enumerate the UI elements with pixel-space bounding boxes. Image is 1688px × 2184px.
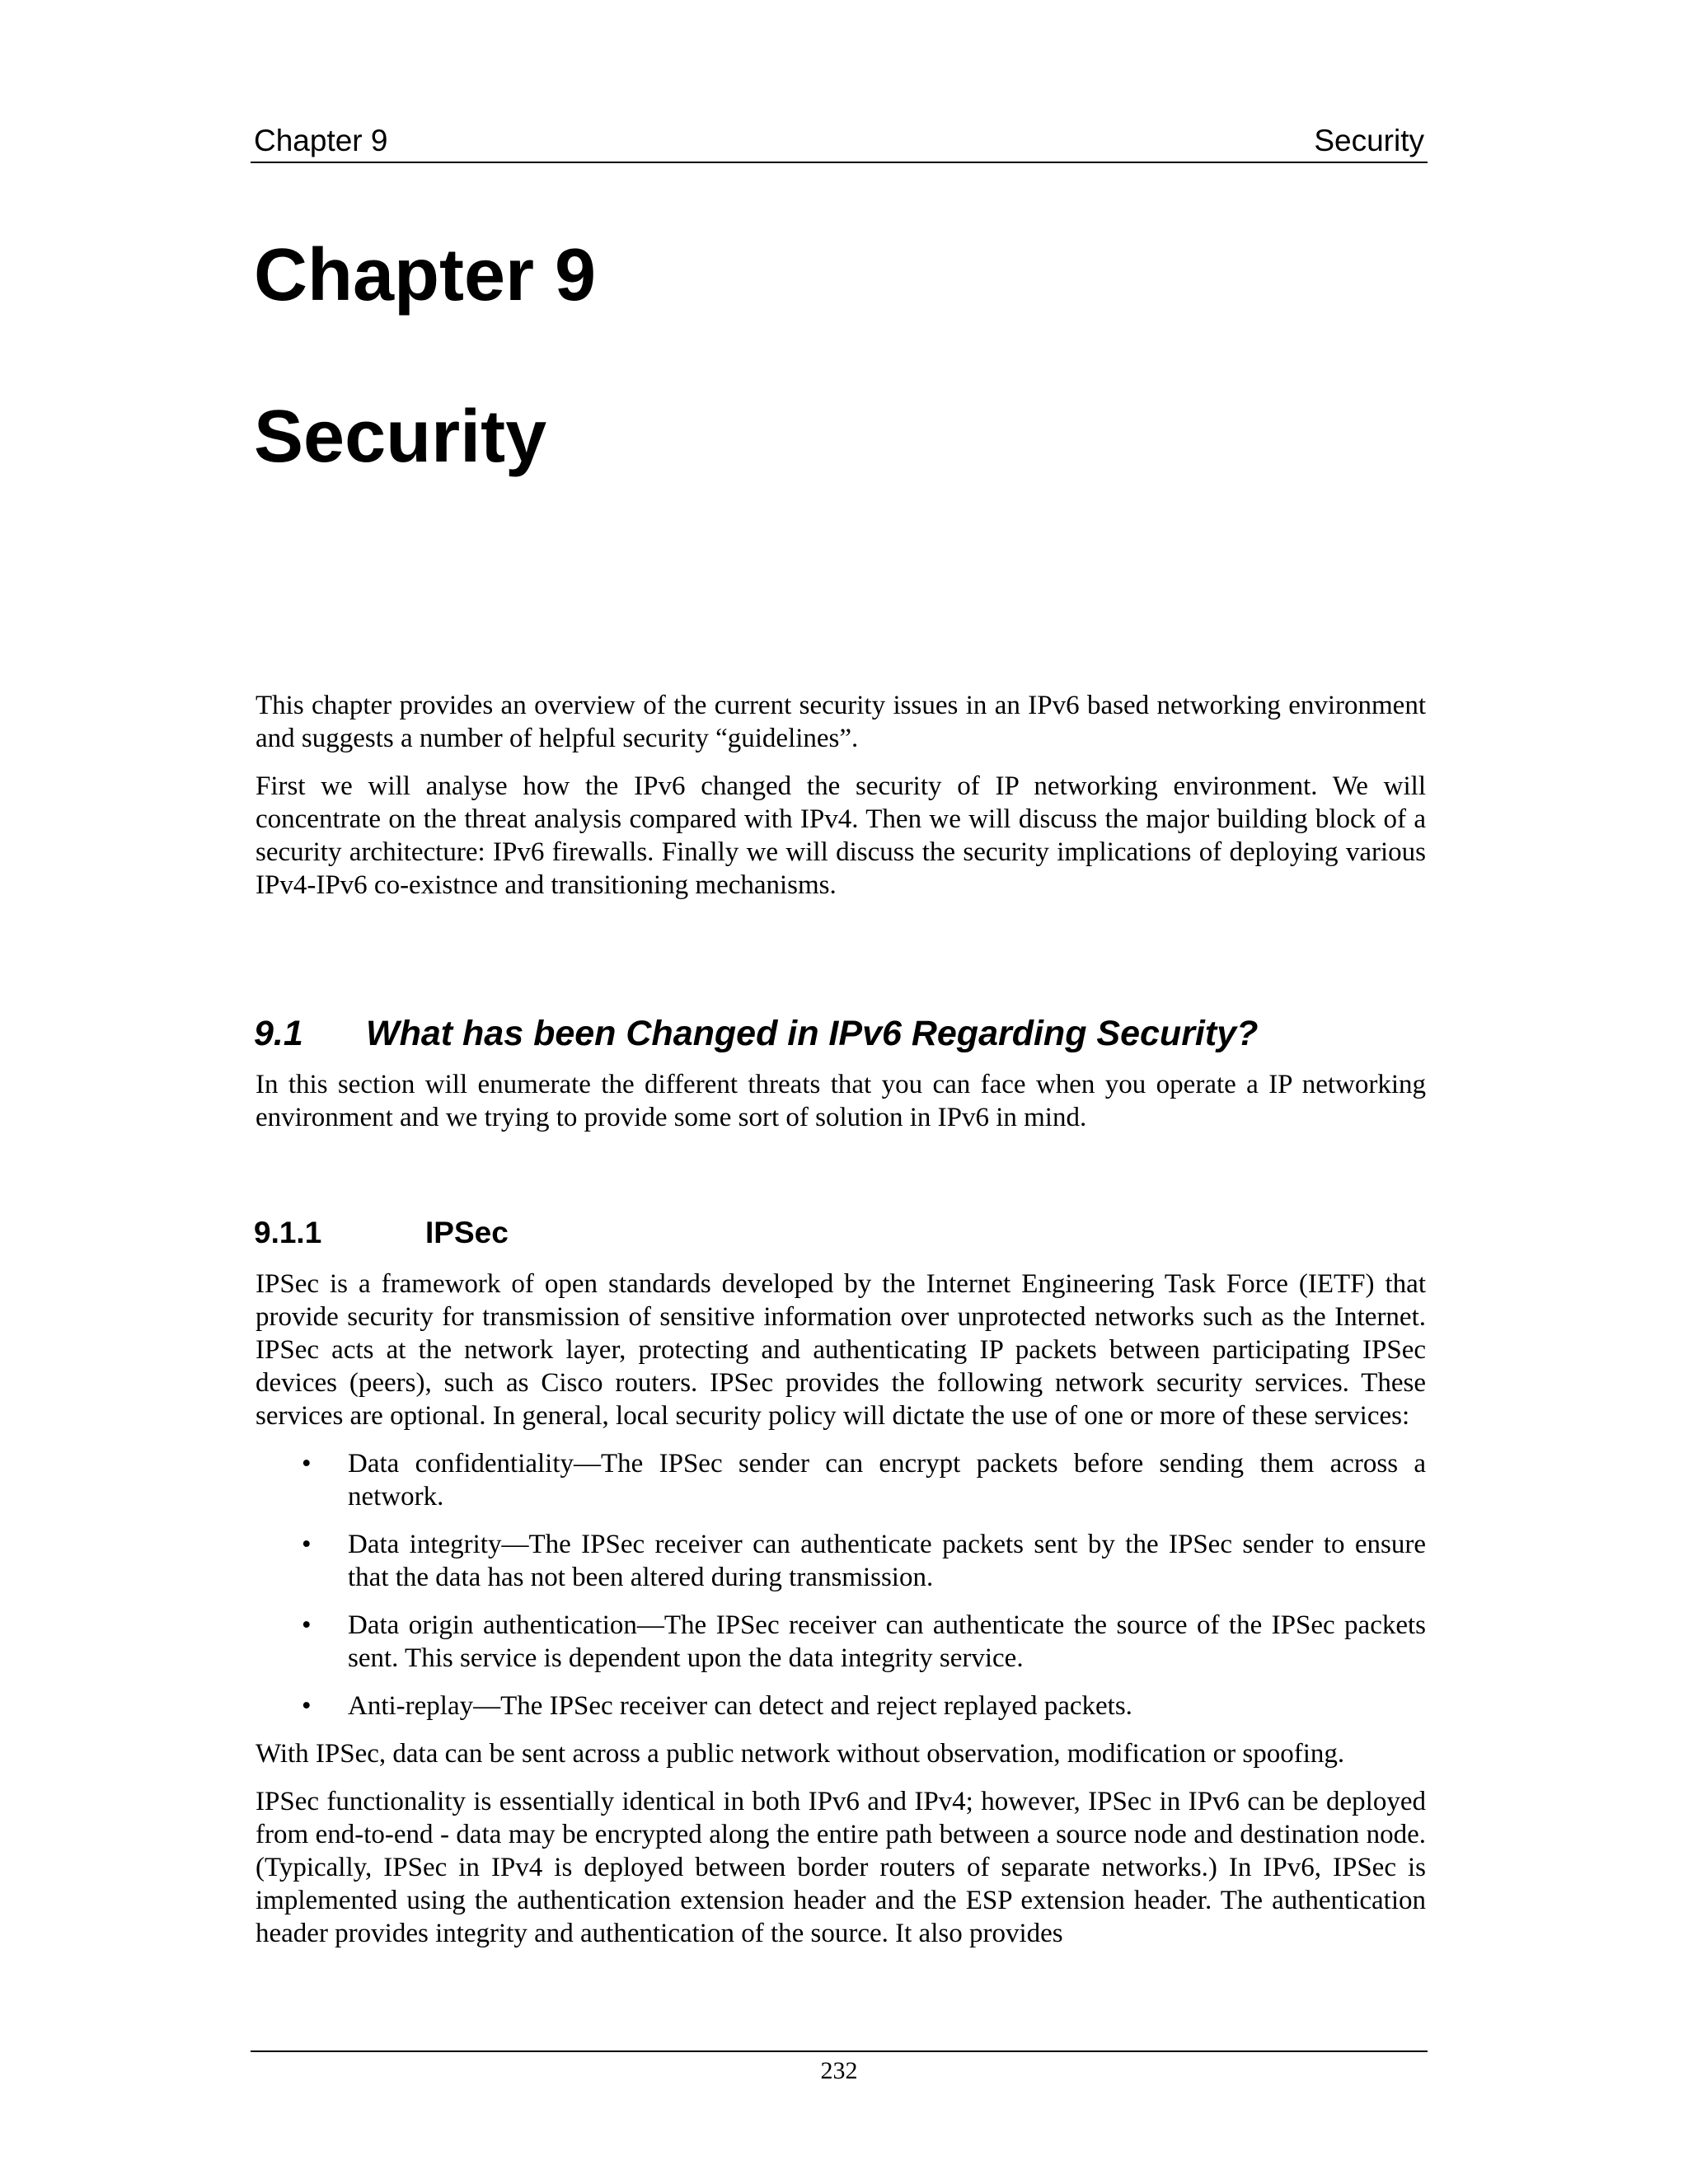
list-item: [302, 1690, 1426, 1722]
chapter-number-heading: Chapter 9: [254, 234, 597, 316]
section-paragraph: With IPSec, data can be sent across a public network without observation, modification or spoofing.: [256, 1739, 1345, 1769]
header-chapter-label: Chapter 9: [254, 124, 388, 157]
section-9-1-1-text: [256, 1268, 1426, 1965]
header-section-label: Security: [1314, 124, 1424, 157]
section-paragraph: In this section will enumerate the different threats that you can face when you operate a IP networking environment and we trying to provide some sort of solution in IPv6 in mind.: [256, 1070, 1426, 1132]
list-item-text: Anti-replay—The IPSec receiver can detect and reject replayed packets.: [348, 1691, 1132, 1721]
page-number: 232: [820, 2057, 858, 2084]
intro-text: [256, 689, 1426, 916]
section-title: What has been Changed in IPv6 Regarding Security?: [366, 1014, 1259, 1053]
chapter-title-heading: Security: [254, 396, 547, 478]
section-9-1-text: [256, 1068, 1426, 1149]
list-item: [302, 1609, 1426, 1675]
subsection-number: 9.1.1: [254, 1216, 322, 1249]
services-bullet-list: [256, 1447, 1426, 1722]
intro-paragraph: This chapter provides an overview of the current security issues in an IPv6 based networking environment and suggests a number of helpful security “guidelines”.: [256, 691, 1426, 753]
bullet-icon: •: [302, 1610, 312, 1640]
section-paragraph: IPSec functionality is essentially identical in both IPv6 and IPv4; however, IPSec in IPv6 can be deployed from end-to-end - data may be encrypted along the entire path between a source node and destination node. (Typically, IPSec in IPv4 is deployed between border routers of separate networks.) In IPv6, IPSec is implemented using the authentication extension header and the ESP extension header. The authentication header provides integrity and authentication of the source. It also provides: [256, 1787, 1426, 1948]
list-item: [302, 1447, 1426, 1513]
running-footer: [251, 2050, 1428, 2090]
subsection-title: IPSec: [425, 1216, 509, 1249]
section-number: 9.1: [254, 1014, 303, 1053]
running-header: [251, 120, 1428, 163]
list-item-text: Data integrity—The IPSec receiver can authenticate packets sent by the IPSec sender to ensure that the data has not been altered during transmission.: [348, 1530, 1426, 1592]
list-item-text: Data origin authentication—The IPSec receiver can authenticate the source of the IPSec packets sent. This service is dependent upon the data integrity service.: [348, 1610, 1426, 1673]
bullet-icon: •: [302, 1449, 312, 1479]
bullet-icon: •: [302, 1530, 312, 1559]
list-item: [302, 1528, 1426, 1594]
section-heading-9-1-1: [254, 1213, 509, 1253]
section-heading-9-1: [254, 1010, 1258, 1057]
section-paragraph: IPSec is a framework of open standards developed by the Internet Engineering Task Force (IETF) that provide security for transmission of sensitive information over unprotected networks such as the Internet. IPSec acts at the network layer, protecting and authenticating IP packets between participating IPSec devices (peers), such as Cisco routers. IPSec provides the following network security services. These services are optional. In general, local security policy will dictate the use of one or more of these services:: [256, 1269, 1426, 1431]
bullet-icon: •: [302, 1691, 312, 1721]
list-item-text: Data confidentiality—The IPSec sender can encrypt packets before sending them across a network.: [348, 1449, 1426, 1511]
intro-paragraph: First we will analyse how the IPv6 changed the security of IP networking environment. We will concentrate on the threat analysis compared with IPv4. Then we will discuss the major building block of a security architecture: IPv6 firewalls. Finally we will discuss the security implications of deploying various IPv4-IPv6 co-existnce and transitioning mechanisms.: [256, 771, 1426, 900]
